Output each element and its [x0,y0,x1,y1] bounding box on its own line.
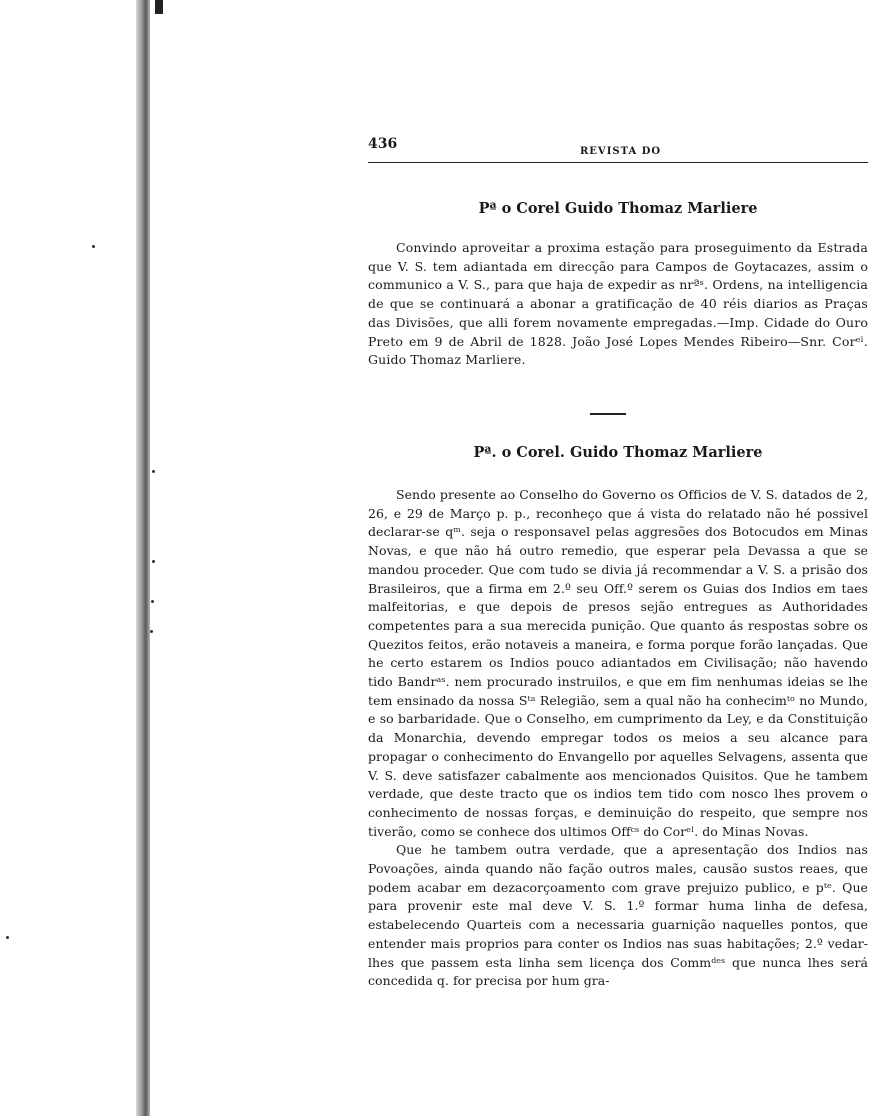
running-head: REVISTA DO [580,146,662,157]
letter-1-body [368,239,868,370]
header-rule [368,162,868,163]
letter-2-title: Pª. o Corel. Guido Thomaz Marliere [473,444,763,461]
section-separator [590,413,626,415]
letter-2-paragraph: Sendo presente ao Conselho do Governo os Officios de V. S. datados de 2, 26, e 29 de Março p. p., reconheço que á vista do relatado não hé possivel declarar-se qᵐ. seja o responsavel pelas aggresões dos Botocudos em Minas Novas, e que não há outro remedio, que esperar pela Devassa a que se mandou proceder. Que com tudo se divia já recommendar a V. S. a prisão dos Brasileiros, que a firma em 2.º seu Off.º serem os Guias dos Indios em taes malfeitorias, e que depois de presos sejão entregues as Authoridades competentes para a sua merecida punição. Que quanto ás respostas sobre os Quezitos feitos, erão notaveis a maneira, e forma porque forão lançadas. Que he certo estarem os Indios pouco adiantados em Civilisação; não havendo tido Bandrᵃˢ. nem procurado instruilos, e que em fim nenhumas ideias se lhe tem ensinado da nossa Sᵗᵃ Relegião, sem a qual não ha conhecimᵗᵒ no Mundo, e so barbaridade. Que o Conselho, em cumprimento da Ley, e da Constituição da Monarchia, devendo empregar todos os meios a seu alcance para propagar o conhecimento do Envangello por aquelles Selvagens, assenta que V. S. deve satisfazer cabalmente aos mencionados Quisitos. Que he tambem verdade, que deste tracto que os indios tem tido com nosco lhes provem o conhecimento de nossas forças, e deminuição do respeito, que sempre nos tiverão, como se conhece dos ultimos Offᶜˢ do Corᵉˡ. do Minas Novas. [368,487,868,839]
page-header [368,134,868,162]
letter-1-paragraph: Convindo aproveitar a proxima estação para proseguimento da Estrada que V. S. tem adiantada em direcção para Campos de Goytacazes, assim o communico a V. S., para que haja de expedir as nrªˢ. Ordens, na intelligencia de que se continuará a abonar a gratificação de 40 réis diarios as Praças das Divisões, que alli forem novamente empregadas.—Imp. Cidade do Ouro Preto em 9 de Abril de 1828. João José Lopes Mendes Ribeiro—Snr. Corᵉˡ. Guido Thomaz Marliere. [368,240,868,368]
scan-speck [151,600,154,603]
scan-speck [6,936,9,939]
scan-speck [150,630,153,633]
letter-1-title: Pª o Corel Guido Thomaz Marliere [478,200,758,217]
book-binding-edge [136,0,150,1116]
scan-speck [152,560,155,563]
scan-speck [92,245,95,248]
page-number: 436 [368,136,398,152]
scan-speck [152,470,155,473]
letter-2-body [368,486,868,991]
book-page [368,134,868,1104]
binding-top-mark [155,0,163,14]
letter-2-paragraph: Que he tambem outra verdade, que a apresentação dos Indios nas Povoações, ainda quando não fação outros males, causão sustos reaes, que podem acabar em dezacorçoamento com grave prejuizo publico, e pᵗᵉ. Que para provenir este mal deve V. S. 1.º formar huma linha de defesa, estabelecendo Quarteis com a necessaria guarnição naquelles pontos, que entender mais proprios para conter os Indios nas suas habitações; 2.º vedar-lhes que passem esta linha sem licença dos Commᵈᵉˢ que nunca lhes será concedida q. for precisa por hum gra- [368,842,868,989]
